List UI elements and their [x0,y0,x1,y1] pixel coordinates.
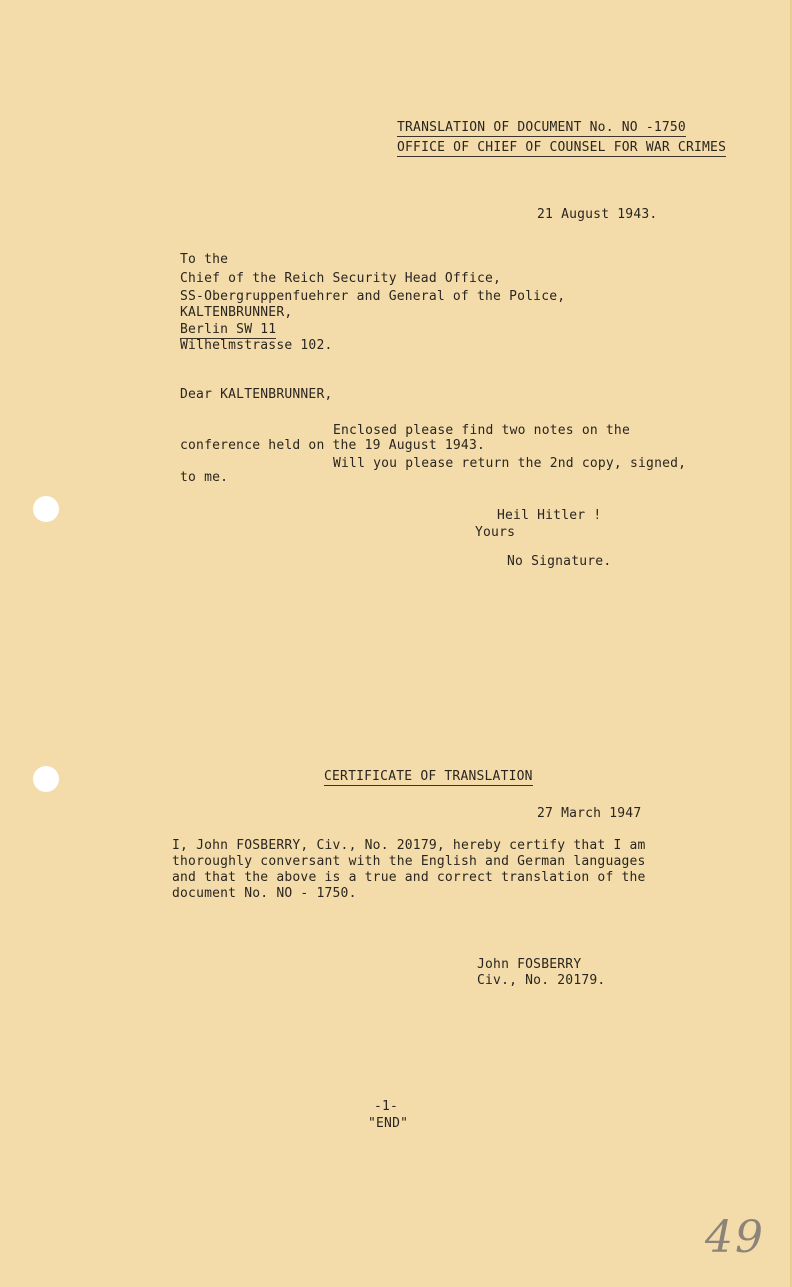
closing-line-3: No Signature. [507,554,612,569]
body-line-1: Enclosed please find two notes on the [333,423,630,438]
body-line-3: Will you please return the 2nd copy, signed, [333,456,687,471]
certificate-line-2: thoroughly conversant with the English and German languages [172,854,646,869]
salutation: Dear KALTENBRUNNER, [180,387,333,402]
certificate-signature-number: Civ., No. 20179. [477,973,606,988]
punch-hole-top [33,496,59,522]
address-line-3: SS-Obergruppenfuehrer and General of the Police, [180,289,566,304]
address-line-2: Chief of the Reich Security Head Office, [180,271,502,286]
punch-hole-bottom [33,766,59,792]
closing-line-2: Yours [475,525,516,540]
handwritten-page-number: 49 [705,1212,765,1263]
certificate-line-4: document No. NO - 1750. [172,886,357,901]
header-line-1: TRANSLATION OF DOCUMENT No. NO -1750 [397,120,686,135]
certificate-line-3: and that the above is a true and correct translation of the [172,870,646,885]
letter-date: 21 August 1943. [537,207,658,222]
end-marker: "END" [368,1116,409,1131]
body-line-4: to me. [180,470,229,485]
certificate-line-1: I, John FOSBERRY, Civ., No. 20179, hereby certify that I am [172,838,646,853]
address-line-6: Wilhelmstrasse 102. [180,338,333,353]
certificate-signature-name: John FOSBERRY [477,957,582,972]
closing-line-1: Heil Hitler ! [497,508,602,523]
body-line-2: conference held on the 19 August 1943. [180,438,486,453]
certificate-title: CERTIFICATE OF TRANSLATION [324,769,533,784]
page-number: -1- [374,1099,399,1114]
header-line-2: OFFICE OF CHIEF OF COUNSEL FOR WAR CRIMES [397,140,727,155]
address-line-5: Berlin SW 11 [180,322,277,337]
address-line-4: KALTENBRUNNER, [180,305,293,320]
certificate-date: 27 March 1947 [537,806,642,821]
address-line-1: To the [180,252,229,267]
